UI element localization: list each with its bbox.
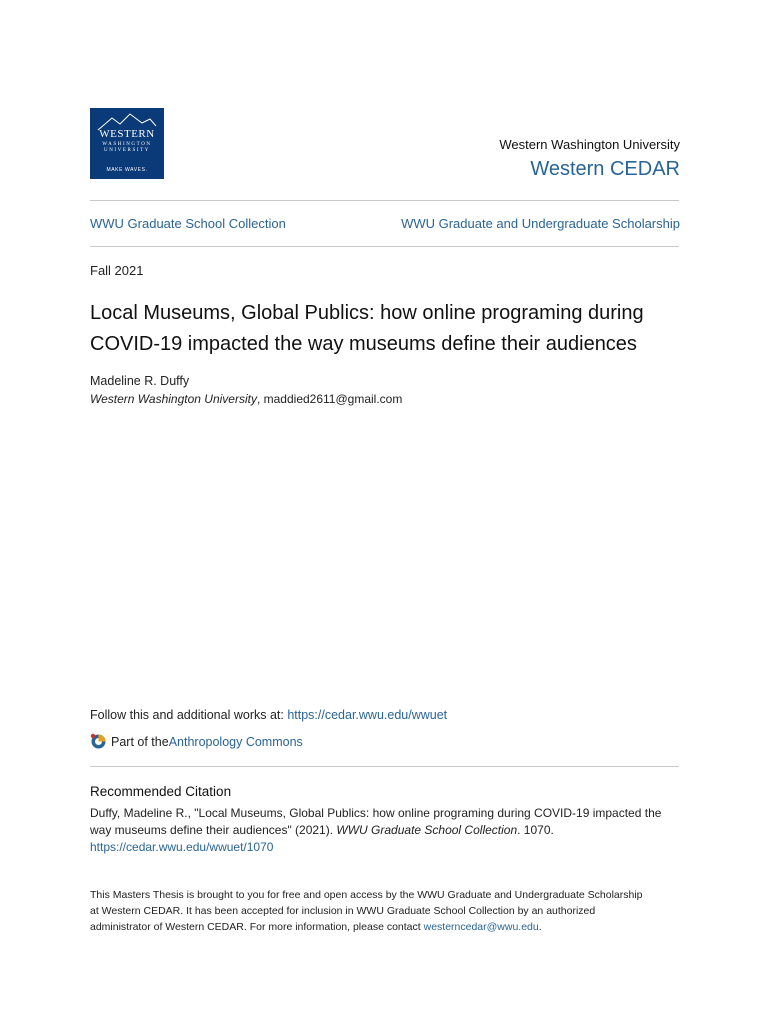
divider [90, 200, 679, 201]
wwu-logo[interactable] [90, 108, 164, 179]
divider [90, 766, 679, 767]
follow-url-link[interactable]: https://cedar.wwu.edu/wwuet [287, 708, 448, 722]
follow-line [90, 708, 447, 722]
author-email: , maddied2611@gmail.com [256, 392, 403, 406]
repository-link[interactable]: Western CEDAR [530, 158, 680, 180]
citation-series: WWU Graduate School Collection [336, 823, 518, 837]
contact-email-link[interactable]: westerncedar@wwu.edu [423, 921, 539, 933]
collection-link-left[interactable]: WWU Graduate School Collection [90, 216, 286, 231]
citation-body: Duffy, Madeline R., "Local Museums, Global Publics: how online programing during COVID-19 impacted the way museums define their audiences" (2021). [90, 806, 662, 837]
statement-end: . [538, 921, 542, 933]
follow-prefix: Follow this and additional works at: [90, 708, 288, 722]
citation-text [90, 805, 680, 856]
institution-name: Western Washington University [499, 137, 680, 152]
logo-wordmark: WESTERN [99, 128, 155, 140]
part-of-prefix: Part of the [111, 734, 169, 749]
affiliation-name: Western Washington University [90, 392, 257, 406]
publication-date: Fall 2021 [90, 263, 144, 278]
logo-wordmark-sub: WASHINGTON UNIVERSITY [102, 142, 152, 153]
access-statement [90, 887, 650, 935]
collection-link-right[interactable]: WWU Graduate and Undergraduate Scholarship [401, 216, 680, 231]
citation-url-link[interactable]: https://cedar.wwu.edu/wwuet/1070 [90, 840, 274, 854]
divider [90, 246, 679, 247]
citation-number: . 1070. [517, 823, 554, 837]
document-title: Local Museums, Global Publics: how online programing during COVID-19 impacted the way museums define their audiences [90, 302, 644, 355]
citation-heading: Recommended Citation [90, 784, 232, 799]
author-affiliation [90, 392, 402, 406]
statement-body: This Masters Thesis is brought to you for free and open access by the WWU Graduate and Undergraduate Scholarship at Western CEDAR. It has been accepted for inclusion in WWU Graduate School Collection by an authorized administrator of Western CEDAR. For more information, please contact [90, 889, 643, 933]
part-of-line [90, 733, 303, 750]
anthropology-commons-link[interactable]: Anthropology Commons [168, 734, 303, 749]
network-commons-icon [90, 733, 107, 750]
author-name: Madeline R. Duffy [90, 374, 190, 388]
logo-tagline: MAKE WAVES. [106, 167, 148, 173]
